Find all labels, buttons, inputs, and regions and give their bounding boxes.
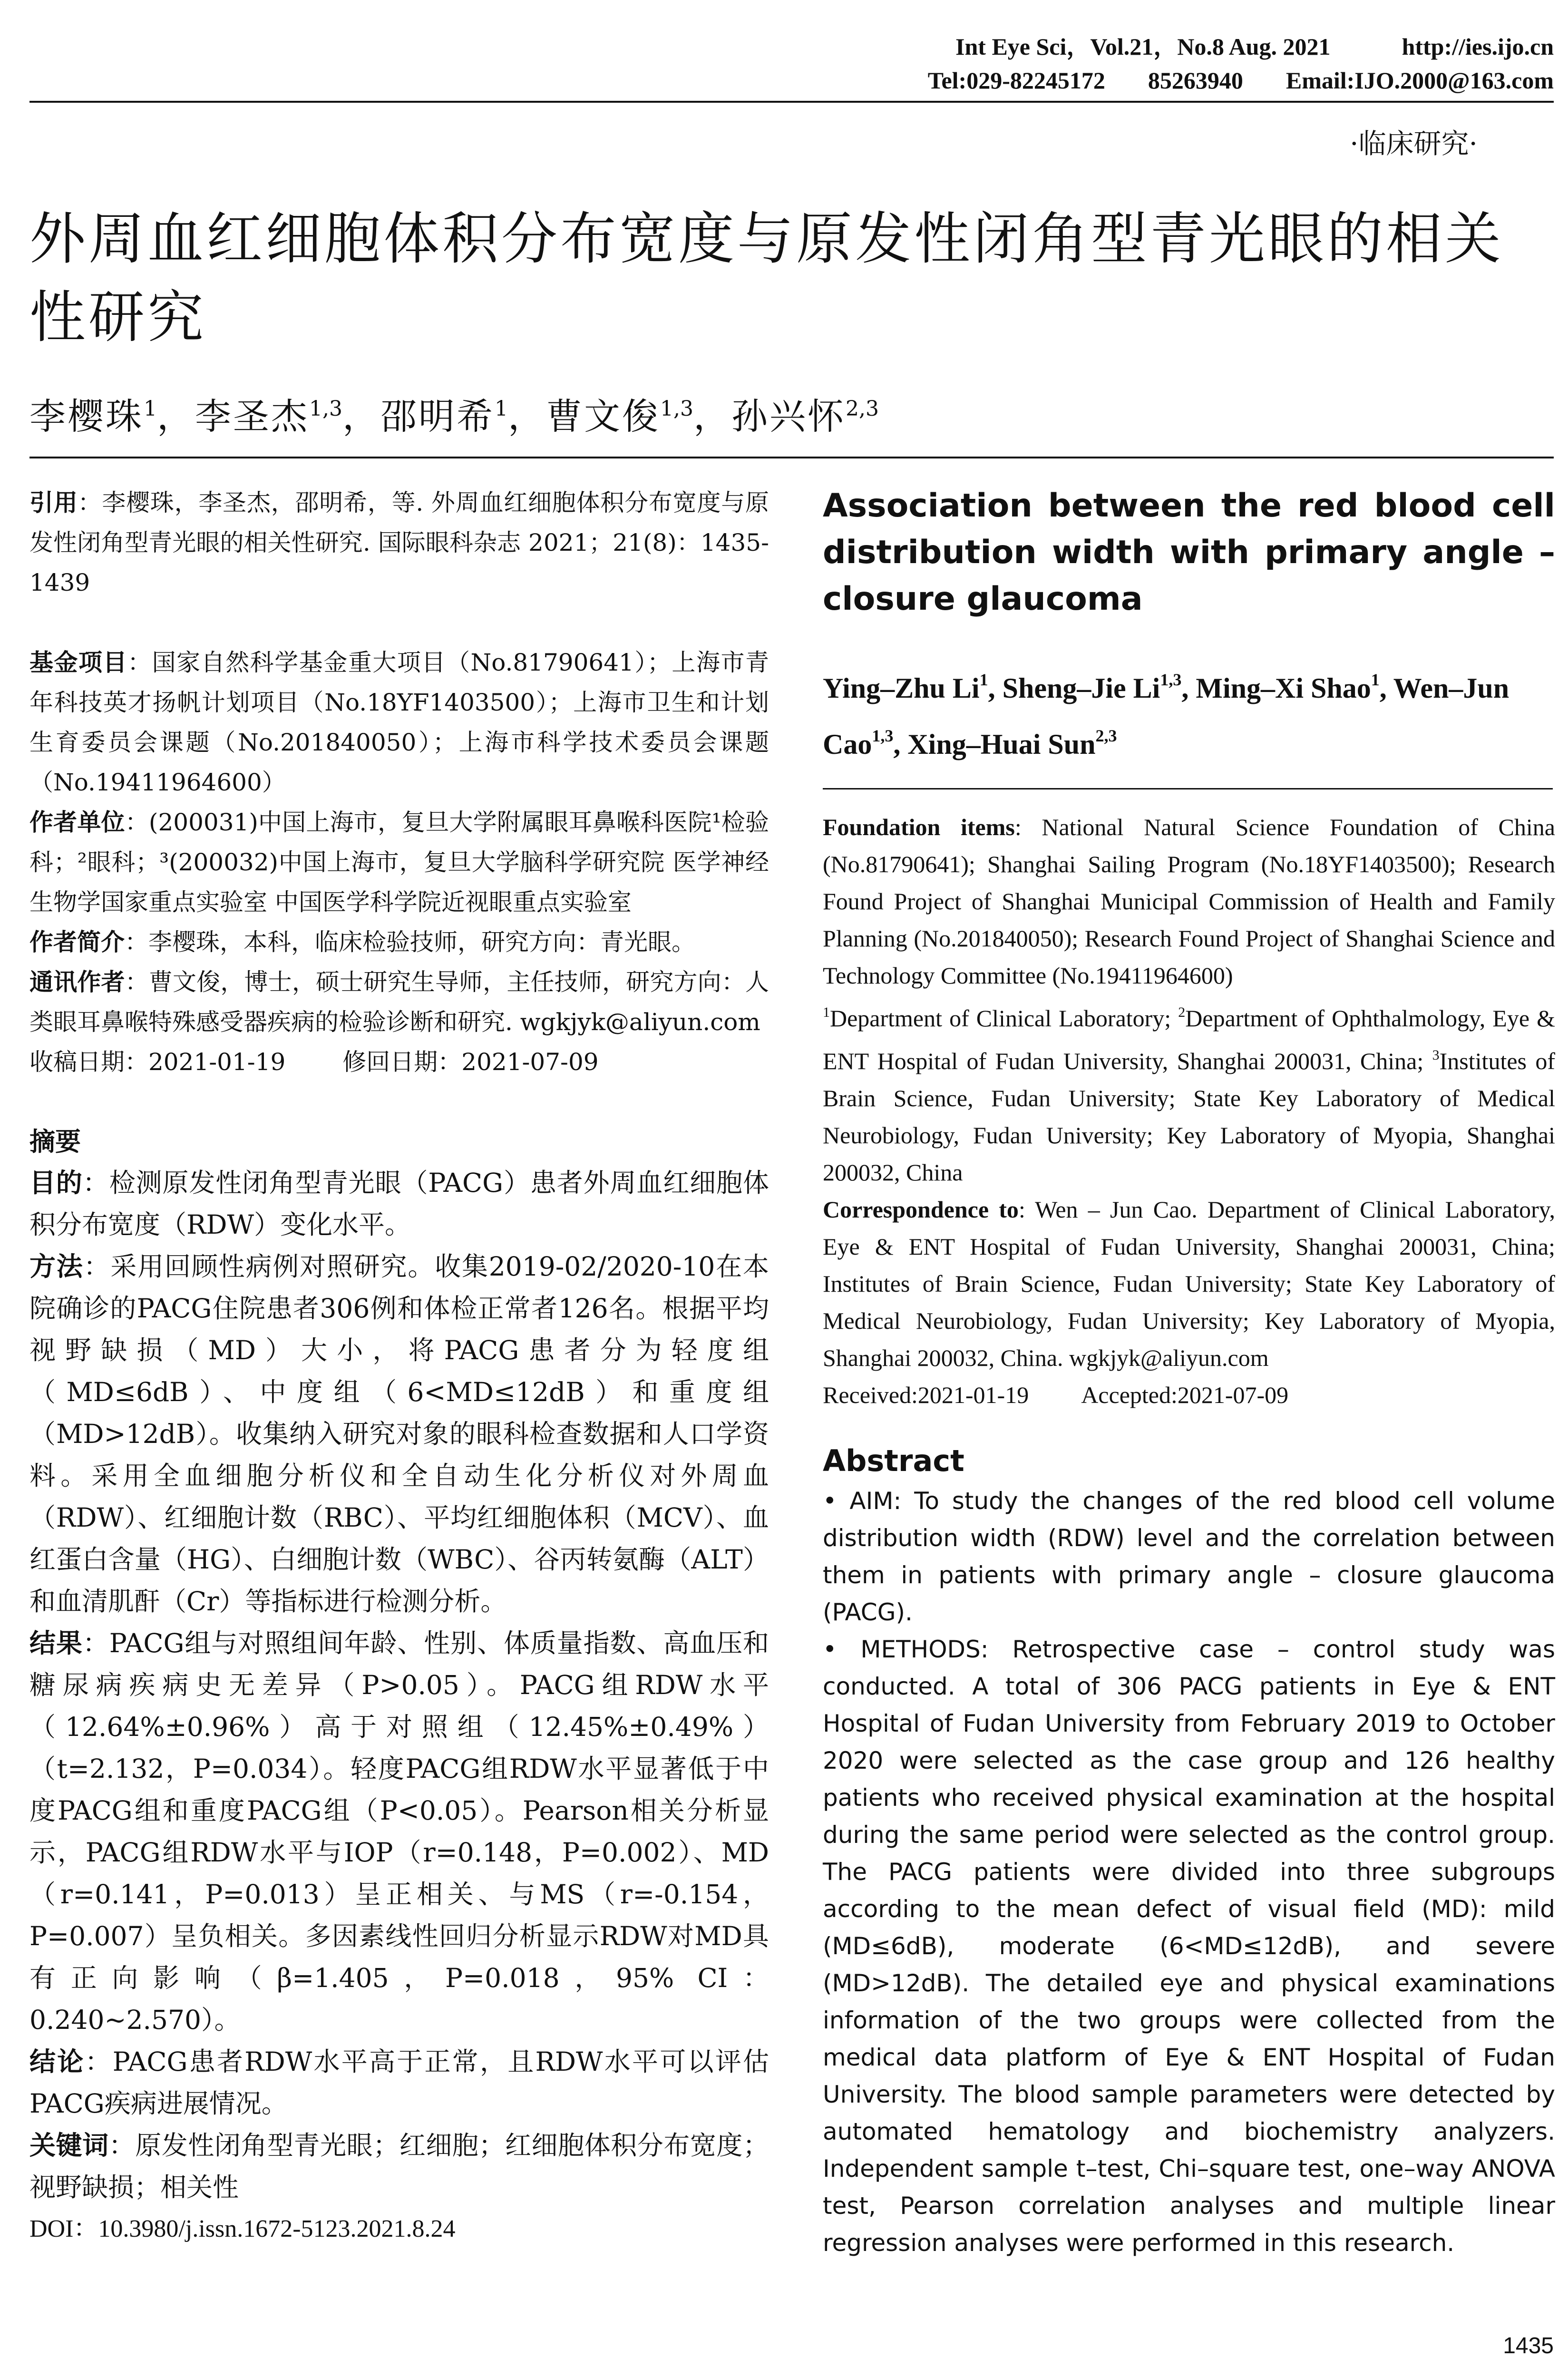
aim-text: ：检测原发性闭角型青光眼（PACG）患者外周血红细胞体积分布宽度（RDW）变化水平。 — [29, 1168, 769, 1240]
affiliation-2: Department of Ophthalmology, Eye & ENT Hospital of Fudan University, Shanghai 200031, China; — [823, 1005, 1555, 1074]
correspondence-label: 通讯作者 — [29, 968, 125, 996]
author-affiliation: 1,3 — [1160, 670, 1182, 689]
author-name: 李圣杰 — [195, 395, 309, 438]
author-affiliation: 2,3 — [1095, 726, 1117, 745]
section-tag: ·临床研究· — [1350, 127, 1478, 160]
unit-label: 作者单位 — [29, 809, 125, 836]
author-name: 李樱珠 — [29, 395, 144, 438]
affiliation-block: $^1$Department of Clinical Laboratory; $^2$Department of Ophthalmology, Eye & ENT Hospital of Fudan University, Shanghai 200031, China; $^3$Institutes of Brain Science, Fudan University; State Key Laboratory of Medical Neurobiology, Fudan University; Key Laboratory of Myopia, Shanghai 200032, China — [823, 1004, 1556, 1186]
correspondence-block — [29, 962, 769, 1042]
author-name: 曹文俊 — [545, 395, 660, 438]
unit-text: ：(200031)中国上海市，复旦大学附属眼耳鼻喉科医院¹检验科；²眼科；³(200032)中国上海市，复旦大学脑科学研究院 医学神经生物学国家重点实验室 中国医学科学院近视眼重点实验室 — [29, 809, 769, 916]
results-label: 结果 — [29, 1628, 83, 1658]
affiliation-3: Institutes of Brain Science, Fudan University; State Key Laboratory of Medical Neurobiology, Fudan University; Key Laboratory of Myopia, Shanghai 200032, China — [823, 1048, 1556, 1186]
foundation-text: : National Natural Science Foundation of China (No.81790641); Shanghai Sailing Program (No.18YF1403500); Research Found Project of Shanghai Municipal Commission of Health and Family Planning (No.201840050); Research Found Project of Shanghai Science and Technology Committee (No.19411964600) — [823, 814, 1555, 989]
author-name: Ming–Xi Shao — [1196, 672, 1371, 704]
author-affiliation: 1,3 — [872, 726, 894, 745]
journal-tel: Tel:029-82245172 — [927, 67, 1105, 94]
doi[interactable]: DOI：10.3980/j.issn.1672-5123.2021.8.24 — [29, 2215, 456, 2242]
conclusion-block — [29, 2041, 769, 2124]
correspondence-text-en: : Wen – Jun Cao. Department of Clinical Laboratory, Eye & ENT Hospital of Fudan University, Shanghai 200031, China; Institutes of Brain Science, Fudan University; State Key Laboratory of Medical Neurobiology, Fudan University; Key Laboratory of Myopia, Shanghai 200032, China. wgkjyk@aliyun.com — [823, 1196, 1556, 1371]
intro-text: ：李樱珠，本科，临床检验技师，研究方向：青光眼。 — [125, 928, 695, 956]
author-list: 李樱珠$^1$，李圣杰$^{1,3}$，邵明希$^1$，曹文俊$^{1,3}$，孙兴怀$^{2,3}$ — [29, 395, 879, 438]
chinese-column — [29, 483, 769, 2250]
correspondence-label-en: Correspondence to — [823, 1196, 1019, 1223]
intro-block — [29, 922, 769, 962]
dates-block-en — [823, 1376, 1555, 1413]
english-author-list: Ying–Zhu Li$^1$, Sheng–Jie Li$^{1,3}$, Ming–Xi Shao$^1$, Wen–Jun Cao$^{1,3}$, Xing–Huai Sun$^{2,3}$ — [823, 670, 1510, 760]
page-number: 1435 — [1503, 2333, 1554, 2358]
accepted-date-en: Accepted:2021-07-09 — [1081, 1382, 1289, 1408]
affiliation-1: Department of Clinical Laboratory; — [830, 1005, 1171, 1032]
methods-text: ：采用回顾性病例对照研究。收集2019-02/2020-10在本院确诊的PACG住院患者306例和体检正常者126名。根据平均视野缺损（MD）大小，将PACG患者分为轻度组（MD≤6dB）、中度组（6<MD≤12dB）和重度组（MD>12dB）。收集纳入研究对象的眼科检查数据和人口学资料。采用全血细胞分析仪和全自动生化分析仪对外周血（RDW）、红细胞计数（RBC）、平均红细胞体积（MCV）、血红蛋白含量（HG）、白细胞计数（WBC）、谷丙转氨酶（ALT）和血清肌酐（Cr）等指标进行检测分析。 — [29, 1251, 769, 1617]
foundation-block — [823, 809, 1555, 994]
journal-tel2: 85263940 — [1148, 67, 1243, 94]
author-name: Sheng–Jie Li — [1002, 672, 1160, 704]
author-affiliation: 1,3 — [660, 397, 693, 421]
author-affiliation: 1,3 — [309, 397, 342, 421]
results-block — [29, 1622, 769, 2041]
abstract-aim-en: • AIM: To study the changes of the red blood cell volume distribution width (RDW) level and the correlation between them in patients with primary angle – closure glaucoma (PACG). — [823, 1487, 1555, 1626]
journal-header — [955, 28, 1554, 62]
authors-rule — [29, 457, 1554, 458]
fund-label: 基金项目 — [29, 649, 128, 676]
fund-text: ：国家自然科学基金重大项目（No.81790641）；上海市青年科技英才扬帆计划项目（No.18YF1403500）；上海市卫生和计划生育委员会课题（No.201840050）；上海市科学技术委员会课题（No.19411964600） — [29, 649, 769, 796]
english-authors-rule — [823, 788, 1553, 789]
correspondence-text: ：曹文俊，博士，硕士研究生导师，主任技师，研究方向：人类眼耳鼻喉特殊感受器疾病的检验诊断和研究. wgkjyk@aliyun.com — [29, 968, 769, 1036]
author-affiliation: 1 — [144, 397, 157, 421]
citation-text: ：李樱珠，李圣杰，邵明希，等. 外周血红细胞体积分布宽度与原发性闭角型青光眼的相关性研究. 国际眼科杂志 2021；21(8)：1435-1439 — [29, 489, 769, 596]
author-name: 孙兴怀 — [731, 395, 846, 438]
journal-url[interactable]: http://ies.ijo.cn — [1402, 33, 1554, 60]
correspondence-block-en — [823, 1191, 1555, 1376]
author-name: Wen–Jun Cao — [823, 672, 1510, 760]
journal-email[interactable]: Email:IJO.2000@163.com — [1286, 67, 1554, 94]
dates-block — [29, 1042, 769, 1082]
foundation-label: Foundation items — [823, 814, 1015, 840]
citation-block — [29, 483, 769, 603]
english-column — [823, 483, 1555, 2261]
conclusion-text: ：PACG患者RDW水平高于正常，且RDW水平可以评估PACG疾病进展情况。 — [29, 2046, 769, 2119]
author-name: Xing–Huai Sun — [907, 729, 1096, 760]
author-name: 邵明希 — [380, 395, 495, 438]
abstract-heading-en: Abstract — [823, 1443, 964, 1478]
author-affiliation: 1 — [1371, 670, 1380, 689]
received-date: 收稿日期：2021-01-19 — [29, 1048, 286, 1076]
abstract-heading: 摘要 — [29, 1127, 81, 1157]
keywords-label: 关键词 — [29, 2130, 109, 2161]
keywords-text: ：原发性闭角型青光眼；红细胞；红细胞体积分布宽度；视野缺损；相关性 — [29, 2130, 769, 2202]
methods-label: 方法 — [29, 1251, 84, 1282]
citation-label: 引用 — [29, 489, 78, 516]
english-title: Association between the red blood cell distribution width with primary angle – closure glaucoma — [823, 487, 1555, 618]
received-date-en: Received:2021-01-19 — [823, 1382, 1029, 1408]
intro-label: 作者简介 — [29, 928, 125, 956]
english-front-matter — [823, 809, 1555, 1413]
keywords-block — [29, 2124, 769, 2208]
conclusion-label: 结论 — [29, 2046, 85, 2077]
methods-block — [29, 1246, 769, 1622]
author-name: Ying–Zhu Li — [823, 672, 980, 704]
fund-block — [29, 643, 769, 802]
article-title: 外周血红细胞体积分布宽度与原发性闭角型青光眼的相关性研究 — [29, 206, 1504, 350]
revised-date: 修回日期：2021-07-09 — [342, 1048, 599, 1076]
journal-citation: Int Eye Sci，Vol.21，No.8 Aug. 2021 — [955, 33, 1331, 60]
aim-block — [29, 1162, 769, 1246]
journal-contact — [928, 67, 1554, 94]
abstract-methods-en: • METHODS: Retrospective case – control study was conducted. A total of 306 PACG patients in Eye & ENT Hospital of Fudan University from February 2019 to October 2020 were selected as the case group and 126 healthy patients who received physical examination at the hospital during the same period were selected as the control group. The PACG patients were divided into three subgroups according to the mean defect of visual field (MD): mild (MD≤6dB), moderate (6<MD≤12dB), and severe (MD>12dB). The detailed eye and physical examinations information of the two groups were collected from the medical data platform of Eye & ENT Hospital of Fudan University. The blood sample parameters were detected by automated hematology and biochemistry analyzers. Independent sample t–test, Chi–square test, one–way ANOVA test, Pearson correlation analyses and multiple linear regression analyses were performed in this research. — [823, 1636, 1555, 2257]
author-affiliation: 2,3 — [845, 397, 879, 421]
author-affiliation: 1 — [494, 397, 508, 421]
results-text: ：PACG组与对照组间年龄、性别、体质量指数、高血压和糖尿病疾病史无差异（P>0.05）。PACG组RDW水平（12.64%±0.96%）高于对照组（12.45%±0.49%）（t=2.132，P=0.034）。轻度PACG组RDW水平显著低于中度PACG组和重度PACG组（P<0.05）。Pearson相关分析显示，PACG组RDW水平与IOP（r=0.148，P=0.002）、MD（r=0.141，P=0.013）呈正相关、与MS（r=-0.154，P=0.007）呈负相关。多因素线性回归分析显示RDW对MD具有正向影响（β=1.405，P=0.018，95% CI：0.240~2.570）。 — [29, 1628, 769, 2035]
header-rule — [29, 101, 1554, 103]
aim-label: 目的 — [29, 1168, 83, 1198]
unit-block — [29, 802, 769, 922]
author-affiliation: 1 — [979, 670, 988, 689]
